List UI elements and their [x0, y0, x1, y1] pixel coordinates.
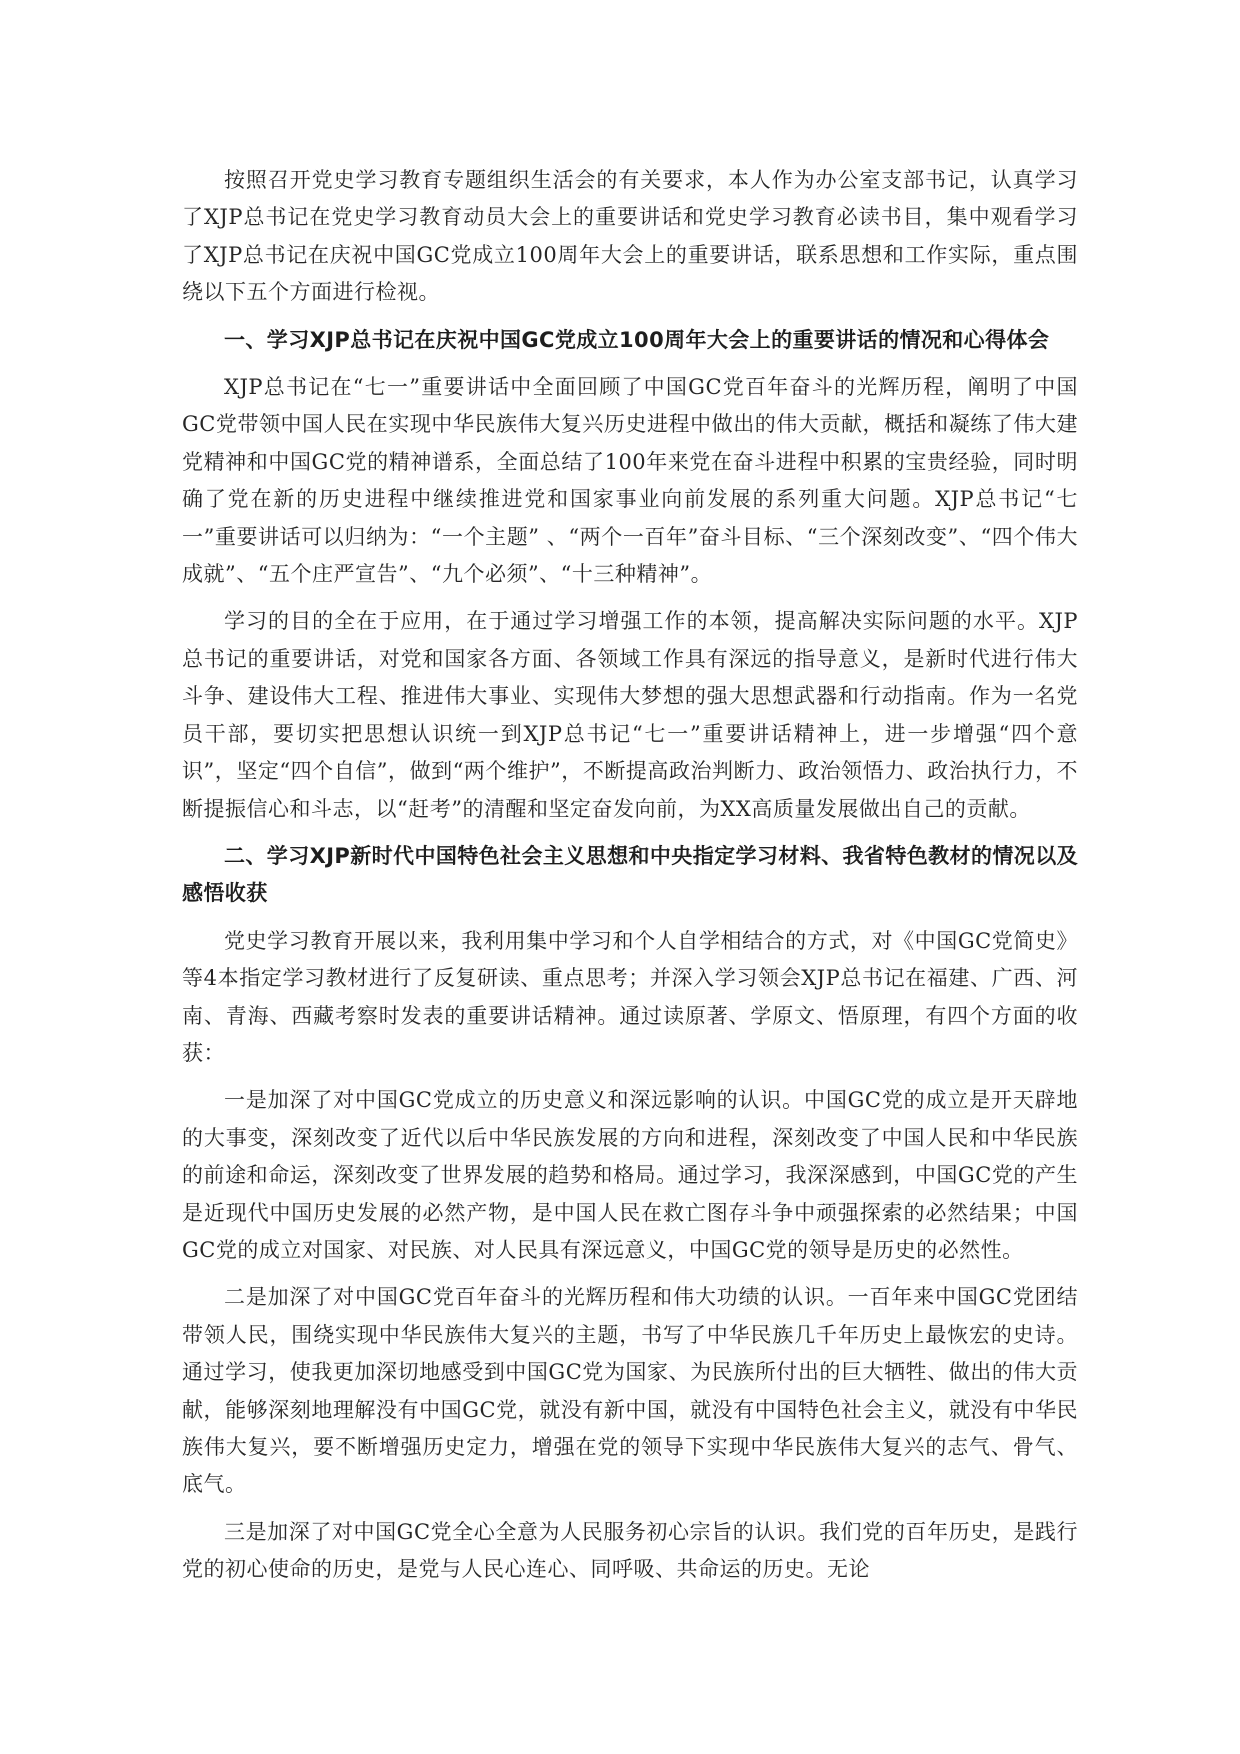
intro-paragraph: 按照召开党史学习教育专题组织生活会的有关要求，本人作为办公室支部书记，认真学习了XJP总书记在党史学习教育动员大会上的重要讲话和党史学习教育必读书目，集中观看学习了XJP总书记在庆祝中国GC党成立100周年大会上的重要讲话，联系思想和工作实际，重点围绕以下五个方面进行检视。	[182, 168, 1078, 305]
body-paragraph: 学习的目的全在于应用，在于通过学习增强工作的本领，提高解决实际问题的水平。XJP总书记的重要讲话，对党和国家各方面、各领域工作具有深远的指导意义，是新时代进行伟大斗争、建设伟大工程、推进伟大事业、实现伟大梦想的强大思想武器和行动指南。作为一名党员干部，要切实把思想认识统一到XJP总书记“七一”重要讲话精神上，进一步增强“四个意识”，坚定“四个自信”，做到“两个维护”，不断提高政治判断力、政治领悟力、政治执行力，不断提振信心和斗志，以“赶考”的清醒和坚定奋发向前，为XX高质量发展做出自己的贡献。	[182, 609, 1078, 821]
body-paragraph: 党史学习教育开展以来，我利用集中学习和个人自学相结合的方式，对《中国GC党简史》等4本指定学习教材进行了反复研读、重点思考；并深入学习领会XJP总书记在福建、广西、河南、青海、西藏考察时发表的重要讲话精神。通过读原著、学原文、悟原理，有四个方面的收获：	[182, 928, 1078, 1065]
body-paragraph: 三是加深了对中国GC党全心全意为人民服务初心宗旨的认识。我们党的百年历史，是践行党的初心使命的历史，是党与人民心连心、同呼吸、共命运的历史。无论	[182, 1519, 1078, 1582]
body-paragraph: 二是加深了对中国GC党百年奋斗的光辉历程和伟大功绩的认识。一百年来中国GC党团结带领人民，围绕实现中华民族伟大复兴的主题，书写了中华民族几千年历史上最恢宏的史诗。通过学习，使我更加深切地感受到中国GC党为国家、为民族所付出的巨大牺牲、做出的伟大贡献，能够深刻地理解没有中国GC党，就没有新中国，就没有中国特色社会主义，就没有中华民族伟大复兴，要不断增强历史定力，增强在党的领导下实现中华民族伟大复兴的志气、骨气、底气。	[182, 1285, 1078, 1497]
document-body	[182, 162, 1078, 1599]
body-paragraph: 一是加深了对中国GC党成立的历史意义和深远影响的认识。中国GC党的成立是开天辟地的大事变，深刻改变了近代以后中华民族发展的方向和进程，深刻改变了中国人民和中华民族的前途和命运，深刻改变了世界发展的趋势和格局。通过学习，我深深感到，中国GC党的产生是近现代中国历史发展的必然产物，是中国人民在救亡图存斗争中顽强探索的必然结果；中国GC党的成立对国家、对民族、对人民具有深远意义，中国GC党的领导是历史的必然性。	[182, 1088, 1078, 1262]
body-paragraph: XJP总书记在“七一”重要讲话中全面回顾了中国GC党百年奋斗的光辉历程，阐明了中国GC党带领中国人民在实现中华民族伟大复兴历史进程中做出的伟大贡献，概括和凝练了伟大建党精神和中国GC党的精神谱系，全面总结了100年来党在奋斗进程中积累的宝贵经验，同时明确了党在新的历史进程中继续推进党和国家事业向前发展的系列重大问题。XJP总书记“七一”重要讲话可以归纳为：“一个主题” 、“两个一百年”奋斗目标、“三个深刻改变”、“四个伟大成就”、“五个庄严宣告”、“九个必须”、“十三种精神”。	[182, 375, 1078, 587]
section-heading-1: 一、学习XJP总书记在庆祝中国GC党成立100周年大会上的重要讲话的情况和心得体会	[224, 327, 1050, 352]
section-heading-2: 二、学习XJP新时代中国特色社会主义思想和中央指定学习材料、我省特色教材的情况以及感悟收获	[182, 843, 1078, 906]
